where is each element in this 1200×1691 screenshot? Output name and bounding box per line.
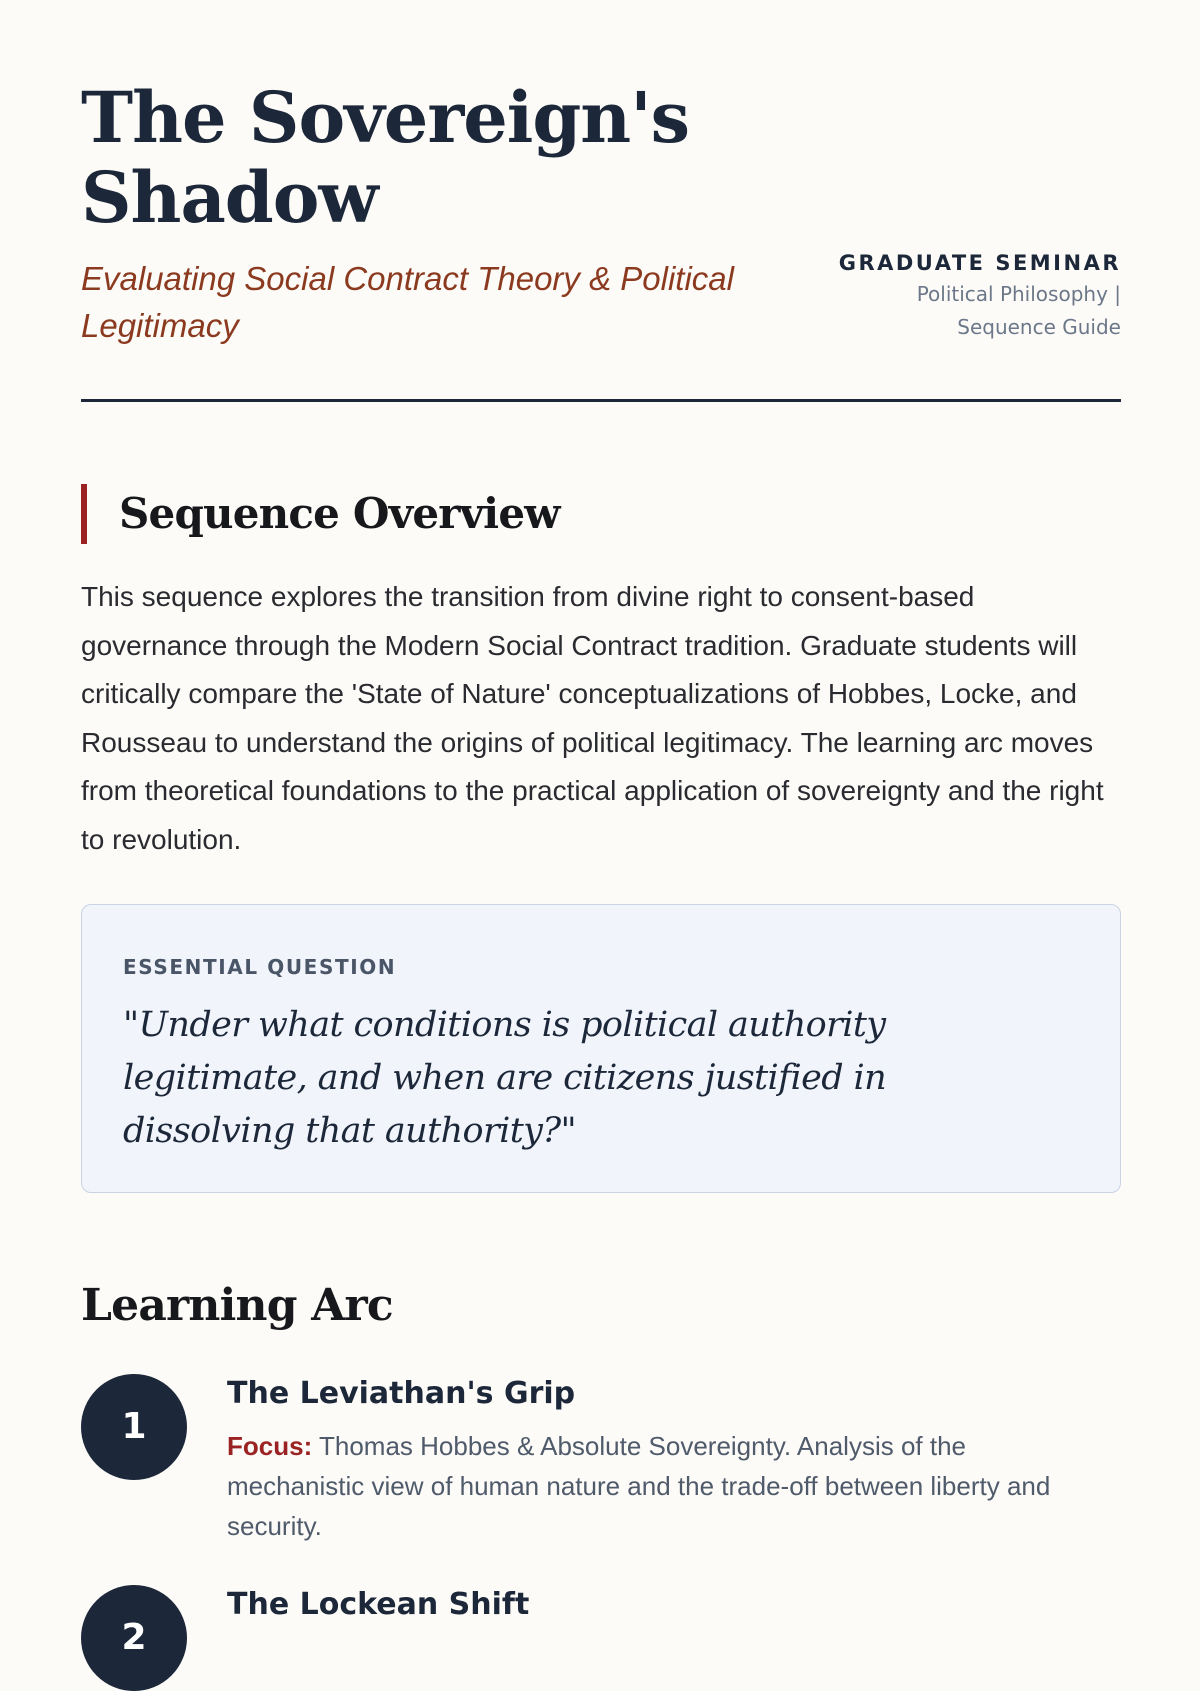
essential-question-box	[81, 904, 1121, 1193]
step-content	[227, 1374, 1117, 1546]
header-divider	[81, 399, 1121, 402]
course-subject: Political Philosophy | Sequence Guide	[916, 282, 1121, 339]
step-description	[227, 1426, 1087, 1546]
course-level-label: GRADUATE SEMINAR	[838, 251, 1121, 275]
step-title: The Leviathan's Grip	[227, 1376, 576, 1411]
step-focus-text: Thomas Hobbes & Absolute Sovereignty. Analysis of the mechanistic view of human nature and the trade-off between liberty and security.	[227, 1431, 1051, 1541]
step-focus-label: Focus:	[227, 1431, 313, 1461]
essential-question-label: ESSENTIAL QUESTION	[123, 955, 397, 979]
overview-text: This sequence explores the transition from divine right to consent-based governance through the Modern Social Contract tradition. Graduate students will critically compare the 'State of Nature' conceptualizations of Hobbes, Locke, and Rousseau to understand the origins of political legitimacy. The learning arc moves from theoretical foundations to the practical application of sovereignty and the right to revolution.	[81, 581, 1104, 855]
page-subtitle: Evaluating Social Contract Theory & Political Legitimacy	[81, 260, 734, 344]
page-title: The Sovereign's Shadow	[81, 76, 690, 239]
page	[81, 0, 1121, 1658]
essential-question-text: "Under what conditions is political authority legitimate, and when are citizens justified in dissolving that authority?"	[123, 1005, 887, 1151]
step-number-badge: 1	[81, 1374, 187, 1480]
step-title: The Lockean Shift	[227, 1587, 530, 1622]
document-header	[81, 0, 1121, 404]
step-content	[227, 1585, 1117, 1627]
learning-arc-heading: Learning Arc	[81, 1280, 393, 1331]
overview-heading: Sequence Overview	[81, 484, 560, 544]
step-number-badge: 2	[81, 1585, 187, 1691]
course-meta	[801, 248, 1121, 344]
